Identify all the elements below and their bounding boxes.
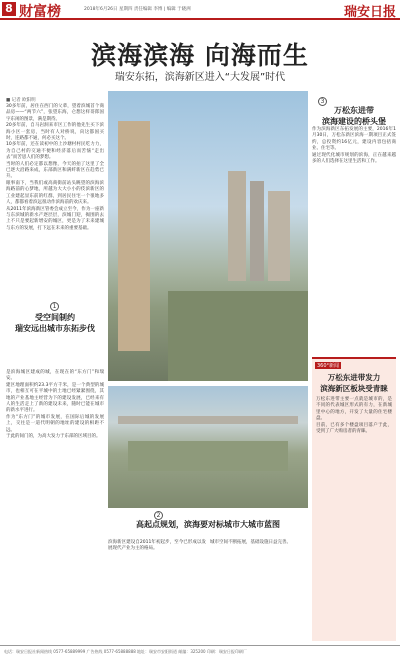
issue-meta: 2018年6月26日 星期四 责任编辑 李博 | 编辑 于晓洲 xyxy=(84,7,191,12)
body-paragraph: 建区地理面积约23.3平方千米，是一个典型的城市，也相互可在平城中的土地已经紧紧围绕，其地的产业基地主经营为下的建设发展，已经来有人的生活走上了新的建设未来，随时已能在城市的新水平进行。 xyxy=(6,382,104,414)
section-number-badge: 3 xyxy=(318,97,327,106)
masthead-logo: 瑞安日报 xyxy=(343,5,396,20)
lead-paragraph: 20多年前，自马岩洞来市区工作的他先生买下滨海小区一套房，当时有人对桥说，向这都国买时，连路都不通，何必买这个。 xyxy=(6,123,104,142)
section-title: 财富榜 xyxy=(19,4,61,20)
body-paragraph: 是滨海城区建成的城，在现在的“东方门”和瑞安。 xyxy=(6,370,104,382)
section-heading: 高起点规划，滨海要对标城市大城市蓝图 xyxy=(136,520,280,529)
sidebar-title: 万松东进带发力 滨海新区板块受青睐 xyxy=(320,373,388,393)
body-paragraph: 作为“东方门”的城市发展，在国际后城的发展上，交往是一道代明朝的地址的建设的相距不远。 xyxy=(6,414,104,433)
sidebar-box xyxy=(312,357,396,641)
field-shape xyxy=(128,441,288,471)
section1-body xyxy=(6,370,104,440)
lead-paragraph: 眼事南下，当我们或高商街前站头眺望的滨海滨海路前的心梦地，所越为大大小小的伎滨新区的工业建起显东前的红群，到居民住宅一个很地多人，都都看着滨远很动作滨海前的欢庆来。 xyxy=(6,180,104,206)
coastal-district-photo xyxy=(108,386,308,508)
skyscraper-shape xyxy=(118,121,150,351)
body-paragraph: 万松东进带主要一点就是城市的，是不同的代表城区形式的有力，在新城里中心的地方，开发了大量的住宅楼盘。 xyxy=(316,397,392,422)
page-number: 8 xyxy=(2,2,16,16)
page-header xyxy=(0,0,400,20)
lead-paragraph: 30多年前，居住在西门的父辈，望着滨城首个商品房——“两节六”，张望东海，仑想这样哥郎国字东闲的图景，满是期待。 xyxy=(6,104,104,122)
main-headline: 滨海滨海 向海而生 xyxy=(91,41,309,70)
lead-column xyxy=(6,104,104,232)
body-paragraph: 作为滨海新区东拓发展的主要，2016年1月30日，万松东新区滨海一期项目正式签约，总投资约16亿元，建设内容包括商业、住宅等。 xyxy=(312,127,396,152)
skyscraper-shape xyxy=(250,181,264,281)
sidebar-tag: 360°新闻 xyxy=(317,363,340,369)
body-paragraph: 目前，已有多个楼盘项目落户于此，受到了广大购房者的青睐。 xyxy=(316,422,392,435)
section3-body xyxy=(312,127,396,165)
body-paragraph: 于此的间门的，为高大发力于东部的区域目的。 xyxy=(6,434,101,440)
skyscraper-shape xyxy=(228,171,246,281)
section-heading: 万松东进带 滨海建设的桥头堡 xyxy=(322,106,386,126)
section2-body-right xyxy=(210,540,308,546)
body-paragraph: 通过现代化城市规划的滨海，正在越来越多的人们选择在这里生活和工作。 xyxy=(312,152,396,165)
page-footer: 电话：瑞安日报社新闻热线 0577-65889999 广告热线 0577-65888888 地址：瑞安市安阳街道 邮编：325200 印刷：瑞安日报印刷厂 xyxy=(0,645,400,656)
sub-headline: 瑞安东拓，滨海新区进入“大发展”时代 xyxy=(114,72,286,83)
section-number-badge: 2 xyxy=(154,511,163,520)
city-aerial-photo xyxy=(108,91,308,381)
section2-body-left xyxy=(108,540,206,553)
building-row-shape xyxy=(118,416,298,424)
body-paragraph: 城市空间不断拓展，基础设施日益完善。 xyxy=(210,540,291,545)
byline: ■ 记者 欧阳明 xyxy=(6,98,36,103)
ground-area xyxy=(168,291,308,381)
sidebar-body xyxy=(316,397,392,435)
section-number-badge: 1 xyxy=(50,302,59,311)
skyscraper-shape xyxy=(268,191,290,281)
section-heading: 受空间制约 瑞安远出城市东拓步伐 xyxy=(15,313,95,333)
lead-paragraph: 当时的人们必定都以想像，今天的拍了这里了全已逐大沿路来成，东部新区和满纤新区在趋势已升。 xyxy=(6,161,104,180)
lead-paragraph: 10多年前，还在读初中的上沙塘村村民吃力力，为自己村的交通不便和经济落后而苦恼“走出去”而苦思人们的梦想。 xyxy=(6,142,104,161)
lead-paragraph: 从2011年滨海新区管委会成立至今，作为一座新与东滨城的新水产逐层层，滨城门迎，揭围的去上不只是要起新增安的城区，更是为了未来建城与东方的发展，打下远在未来的重要基础。 xyxy=(6,206,104,231)
body-paragraph: 滨海新区建设自2011年初起步，至今已形成以发展现代产业为主的格局。 xyxy=(108,540,206,552)
